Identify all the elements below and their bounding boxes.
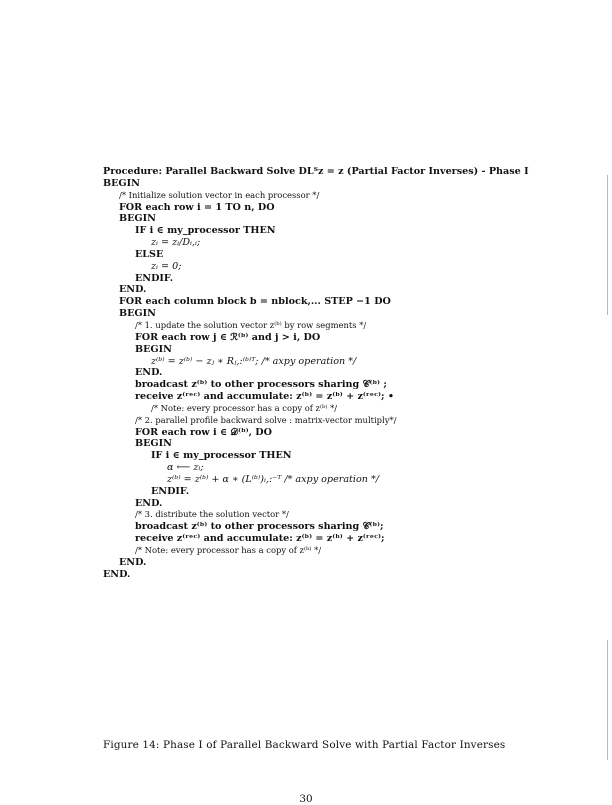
algorithm-line: END. bbox=[135, 497, 163, 509]
algorithm-line: END. bbox=[119, 556, 147, 568]
page-number: 30 bbox=[299, 793, 313, 805]
algorithm-line: IF i ∈ my_processor THEN bbox=[151, 450, 292, 462]
algorithm-line: BEGIN bbox=[135, 438, 172, 450]
algorithm-line: zᵢ = 0; bbox=[151, 260, 182, 272]
algorithm-line: IF i ∈ my_processor THEN bbox=[135, 225, 276, 237]
algorithm-line: receive z⁽ʳᵉᶜ⁾ and accumulate: z⁽ᵇ⁾ = z⁽ᵇ⁾ + z⁽ʳᵉᶜ⁾; bbox=[135, 533, 385, 545]
algorithm-line: FOR each column block b = nblock,... STEP −1 DO bbox=[119, 296, 391, 308]
algorithm-line: z⁽ᵇ⁾ = z⁽ᵇ⁾ + α ∗ (L⁽ᵇ⁾)ᵢ,:⁻ᵀ /* axpy operation */ bbox=[167, 473, 380, 485]
algorithm-line: BEGIN bbox=[119, 213, 156, 225]
algorithm-block bbox=[103, 166, 529, 581]
algorithm-line: BEGIN bbox=[135, 343, 172, 355]
algorithm-line: /* Note: every processor has a copy of z⁽ᵇ⁾ */ bbox=[151, 402, 338, 413]
algorithm-line: Procedure: Parallel Backward Solve DLᵀz = z (Partial Factor Inverses) - Phase I bbox=[103, 166, 529, 177]
scan-edge-mark bbox=[607, 175, 608, 315]
algorithm-line: BEGIN bbox=[119, 308, 156, 320]
algorithm-line: FOR each row j ∈ ℛ⁽ᵇ⁾ and j > i, DO bbox=[135, 331, 321, 343]
algorithm-line: BEGIN bbox=[103, 177, 140, 189]
algorithm-line: /* 1. update the solution vector z⁽ᵇ⁾ by row segments */ bbox=[135, 319, 367, 330]
algorithm-line: /* Note: every processor has a copy of z⁽ᵇ⁾ */ bbox=[135, 545, 322, 555]
algorithm-line: /* 2. parallel profile backward solve : matrix-vector multiply*/ bbox=[135, 414, 397, 425]
figure-caption: Figure 14: Phase I of Parallel Backward Solve with Partial Factor Inverses bbox=[103, 739, 506, 751]
algorithm-line: zᵢ = zᵢ/Dᵢ,ᵢ; bbox=[151, 237, 201, 249]
algorithm-line: END. bbox=[135, 367, 163, 379]
scan-edge-mark bbox=[607, 640, 608, 760]
algorithm-line: FOR each row i ∈ 𝒟⁽ᵇ⁾, DO bbox=[135, 426, 272, 438]
algorithm-line: broadcast z⁽ᵇ⁾ to other processors sharing 𝒞⁽ᵇ⁾ ; bbox=[135, 379, 387, 391]
algorithm-line: α ⟵ zᵢ; bbox=[167, 462, 204, 474]
algorithm-line: FOR each row i = 1 TO n, DO bbox=[119, 201, 275, 213]
algorithm-line: receive z⁽ʳᵉᶜ⁾ and accumulate: z⁽ᵇ⁾ = z⁽ᵇ⁾ + z⁽ʳᵉᶜ⁾; • bbox=[135, 391, 394, 403]
algorithm-line: ENDIF. bbox=[135, 272, 174, 284]
algorithm-line: /* 3. distribute the solution vector */ bbox=[135, 509, 289, 520]
algorithm-line: broadcast z⁽ᵇ⁾ to other processors sharing 𝒞⁽ᵇ⁾; bbox=[135, 521, 384, 533]
algorithm-line: ENDIF. bbox=[151, 485, 190, 497]
algorithm-line: END. bbox=[119, 284, 147, 296]
algorithm-line: /* Initialize solution vector in each processor */ bbox=[119, 189, 320, 200]
algorithm-line: ELSE bbox=[135, 248, 164, 260]
algorithm-line: z⁽ᵇ⁾ = z⁽ᵇ⁾ − zⱼ ∗ Rⱼ,:⁽ᵇ⁾ᵀ; /* axpy operation */ bbox=[151, 355, 357, 367]
algorithm-line: END. bbox=[103, 568, 131, 580]
